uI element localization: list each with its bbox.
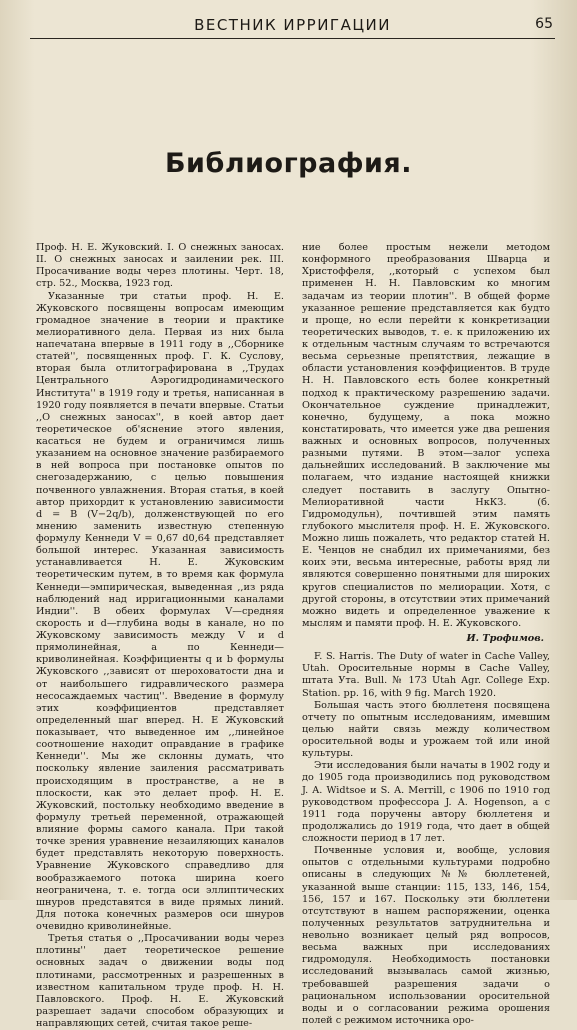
review-1-paragraph: Указанные три статьи проф. Н. Е. Жуковского посвящены вопросам имеющим громадное значение в теории и практике мелиоративного дела. Первая из них была напечатана впервые в 1911 году в ,,Сборнике статей'', посвященных проф. Г. К. Суслову, вторая была отлитографирована в ,,Трудах Центрального Аэрогидродинамического Института'' в 1919 году и третья, написанная в 1920 году появляется в печати впервые. Статьи ,,О снежных заносах'', в коей автор дает теоретическое об'яснение этого явления, касаться не будем и ограничимся лишь указанием на основное значение разбираемого в ней вопроса при постановке опытов по снегозадержанию, с целью повышения почвенного увлажнения. Вторая статья, в коей автор прихордит к установлению зависимости d = B (V−2q/b), долженствующей по его мнению заменить известную степенную формулу Кеннеди V = 0,67 d0,64 представляет большой интерес. Указанная зависимость устанавливается Н. Е. Жуковским теоретическим путем, в то время как формула Кеннеди—эмпирическая, выведенная ,,из ряда наблюдений над ирригационными каналами Индии''. В обеих формулах V—средняя скорость и d—глубина воды в канале, но по Жуковскому зависимость между V и d прямолинейная, а по Кеннеди—криволинейная. Коэффициенты q и b формулы Жуковского ,,зависят от шероховатости дна и от наибольшего гидравлического размера несосаждаемых частиц''. Введение в формулу этих коэффициентов представляет определенный шаг вперед. Н. Е Жуковский показывает, что выведенное им ,,линейное соотношение находит оправдание в графике Кеннеди''. Мы же склонны думать, что поскольку явление заиления рассматривать происходящим в пространстве, а не в плоскости, как это делает проф. Н. Е. Жуковский, постольку необходимо введение в формулу третьей переменной, отражающей влияние формы самого канала. При такой точке зрения уравнение незаиляющих каналов будет представлять некоторую поверхность. Уравнение Жуковского справедливо для вообразжаемого потока ширина коего неограничена, т. е. тогда оси эллиптических шнуров представятся в виде прямых линий. Для потока конечных размеров оси шнуров очевидно криволинейные. — [36, 290, 284, 932]
reviewer-signature: И. Трофимов. — [466, 633, 544, 644]
review-1-paragraph: Третья статья о ,,Просачивании воды через плотины'' дает теоретическое решение основных задач о движении воды под плотинами, рассмотренных и разрешенных в известном капитальном труде проф. Н. Н. Павловского. Проф. Н. Е. Жуковский разрешает задачи способом образующих и направляющих сетей, считая такое реше- — [36, 933, 284, 1029]
review-2-paragraph: Эти исследования были начаты в 1902 году и до 1905 года производились под руководством J. A. Widtsoe и S. A. Merrill, с 1906 по 1910 год руководством профессора J. A. Hogenson, а с 1911 года поручены автору бюллетеня и продолжались до 1919 года, что дает в общей сложности период в 17 лет. — [302, 760, 550, 844]
page-number: 65 — [535, 16, 553, 32]
right-column — [302, 242, 550, 1027]
review-1-citation: Проф. Н. Е. Жуковский. I. О снежных заносах. II. О снежных заносах и заилении рек. III. Просачивание воды через плотины. Черт. 18, стр. 52., Москва, 1923 год. — [36, 242, 284, 290]
review-2-paragraph: Почвенные условия и, вообще, условия опытов с отдельными культурами подробно описаны в следующих №№ бюллетеней, указанной выше станции: 115, 133, 146, 154, 156, 157 и 167. Поскольку эти бюллетени отсутствуют в нашем распоряжении, оценка полученных результатов затруднительна и невольно возникает целый ряд вопросов, весьма важных при исследованиях гидромодуля. Необходимость постановки исследований вызывалась самой жизнью, требовавшей разрешения задачи о рациональном использовании оросительной воды и о согласовании режима орошения полей с режимом источника оро- — [302, 845, 550, 1026]
review-2-citation: F. S. Harris. The Duty of water in Cache Valley, Utah. Оросительные нормы в Cache Valley, штата Ута. Bull. № 173 Utah Agr. College Exp. Station. pp. 16, with 9 fig. March 1920. — [302, 651, 550, 699]
section-title: Библиография. — [164, 148, 413, 179]
review-1-continuation: ние более простым нежели методом конформного преобразования Шварца и Христоффеля, ,,который с успехом был применен Н. Н. Павловским ко многим задачам из теории плотин''. В общей форме указанное решение представляется как будто и проще, но если перейти к конкретизации теоретических выводов, т. е. к приложению их к отдельным частным случаям то встречаются весьма серьезные препятствия, лежащие в области установления коэффициентов. В труде Н. Н. Павловского есть более конкретный подход к практическому разрешению задачи. Окончательное суждение принадлежит, конечно, будущему, а пока можно констатировать, что имеется уже два решения важных и основных вопросов, полученных разными путями. В этом—залог успеха дальнейших исследований. В заключение мы полагаем, что издание настоящей книжки следует поставить в заслугу Опытно-Мелиоративной части НкКЗ. (б. Гидромодульн), почтившей этим память глубокого мыслителя проф. Н. Е. Жуковского. Можно лишь пожалеть, что редактор статей Н. Е. Ченцов не снабдил их примечаниями, без коих эти, весьма интересные, работы вряд ли являются совершенно понятными для широких кругов специалистов по мелиорации. Хотя, с другой стороны, в отсутствии этих примечаний можно видеть и определенное уважение к мыслям и памяти проф. Н. Е. Жуковского. — [302, 242, 550, 629]
page-header — [30, 14, 555, 39]
left-column — [36, 242, 284, 1030]
journal-title: ВЕСТНИК ИРРИГАЦИИ — [194, 16, 391, 34]
review-2-paragraph: Большая часть этого бюллетеня посвящена отчету по опытным исследованиям, имевшим целью найти связь между количеством оросительной воды и урожаем той или иной культуры. — [302, 699, 550, 760]
